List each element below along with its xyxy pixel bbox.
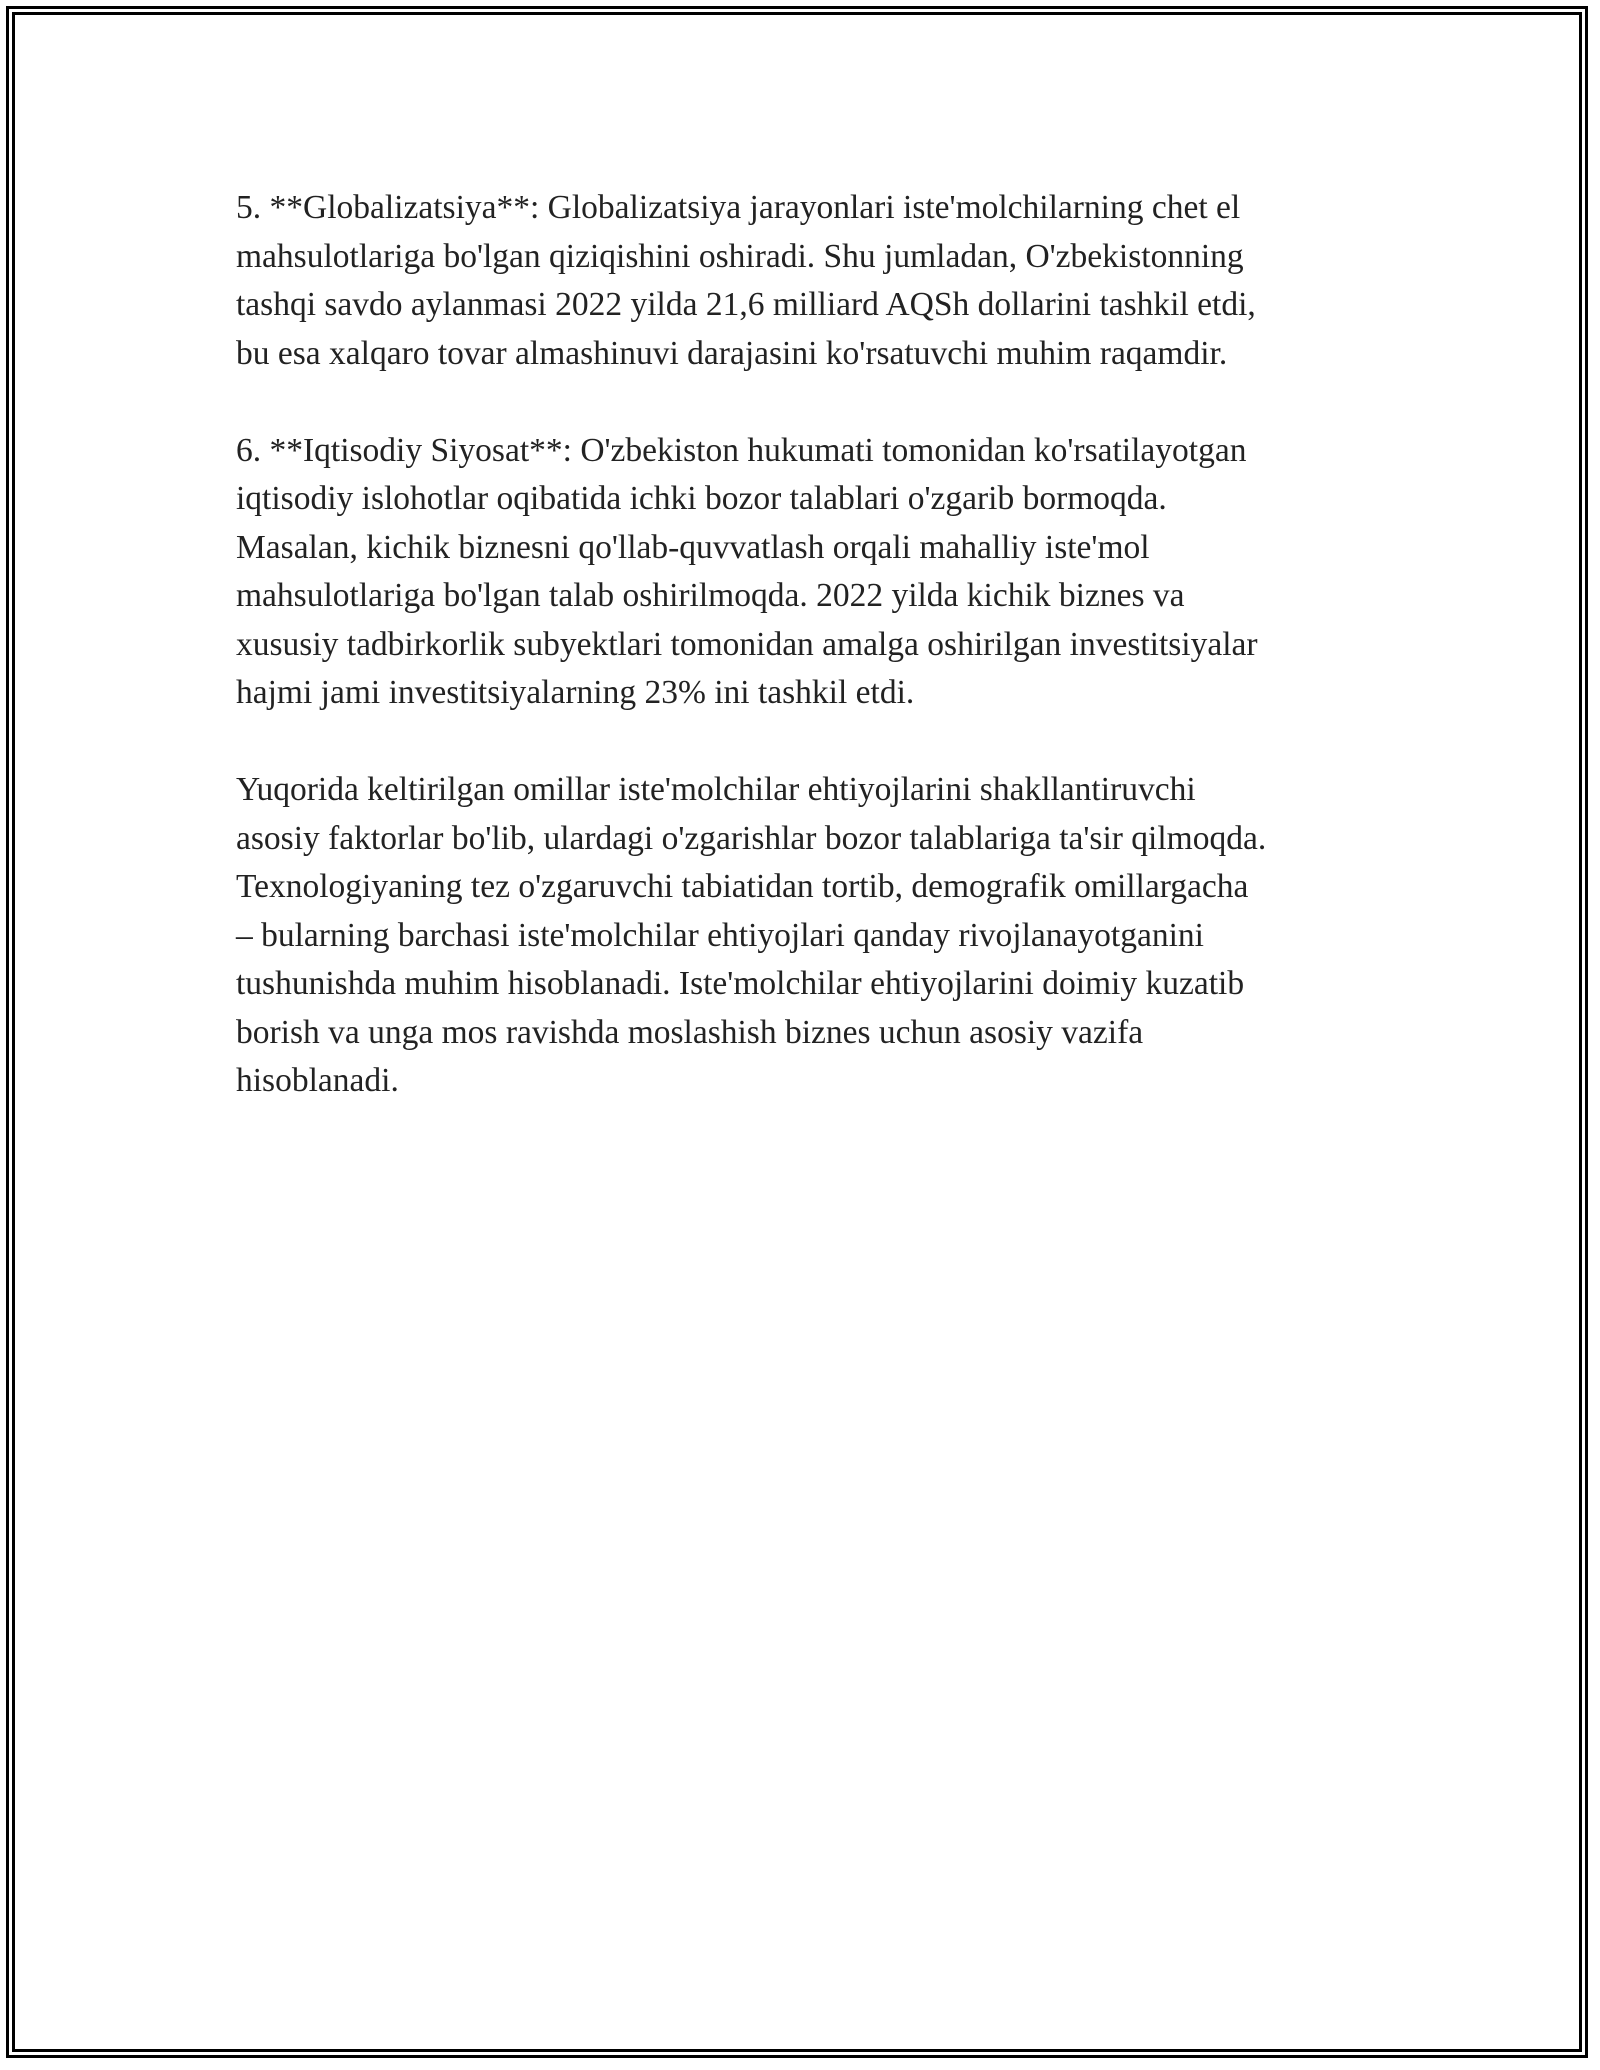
document-body — [236, 184, 1366, 1106]
paragraph-iqtisodiy-siyosat: 6. **Iqtisodiy Siyosat**: O'zbekiston hukumati tomonidan ko'rsatilayotgan iqtisodiy islohotlar oqibatida ichki bozor talablari o'zgarib bormoqda. Masalan, kichik biznesni qo'llab-quvvatlash orqali mahalliy iste'mol mahsulotlariga bo'lgan talab oshirilmoqda. 2022 yilda kichik biznes va xususiy tadbirkorlik subyektlari tomonidan amalga oshirilgan investitsiyalar hajmi jami investitsiyalarning 23% ini tashkil etdi. — [236, 431, 1258, 711]
paragraph-globalizatsiya: 5. **Globalizatsiya**: Globalizatsiya jarayonlari iste'molchilarning chet el mahsulotlariga bo'lgan qiziqishini oshiradi. Shu jumladan, O'zbekistonning tashqi savdo aylanmasi 2022 yilda 21,6 milliard AQSh dollarini tashkil etdi, bu esa xalqaro tovar almashinuvi darajasini ko'rsatuvchi muhim raqamdir. — [236, 189, 1256, 372]
paragraph-conclusion: Yuqorida keltirilgan omillar iste'molchilar ehtiyojlarini shakllantiruvchi asosiy faktorlar bo'lib, ulardagi o'zgarishlar bozor talablariga ta'sir qilmoqda. Texnologiyaning tez o'zgaruvchi tabiatidan tortib, demografik omillargacha – bularning barchasi iste'molchilar ehtiyojlari qanday rivojlanayotganini tushunishda muhim hisoblanadi. Iste'molchilar ehtiyojlarini doimiy kuzatib borish va unga mos ravishda moslashish biznes uchun asosiy vazifa hisoblanadi. — [236, 771, 1267, 1099]
